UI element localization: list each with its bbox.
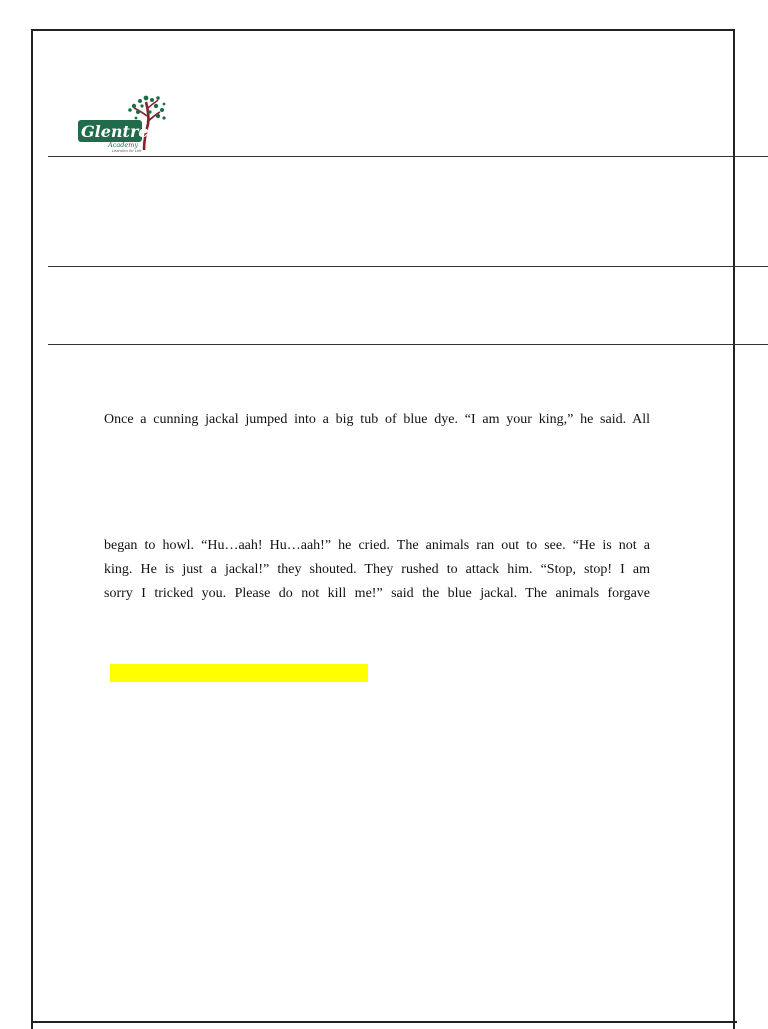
glentree-academy-logo [78, 94, 168, 152]
highlighted-blank [110, 664, 368, 682]
bottom-rule [31, 1021, 737, 1023]
story-line-3: king. He is just a jackal!” they shouted. They rushed to attack him. “Stop, stop! I am [104, 562, 650, 577]
story-line-1: Once a cunning jackal jumped into a big tub of blue dye. “I am your king,” he said. All [104, 412, 650, 427]
page-border [31, 29, 735, 1029]
glentree-logo-icon [78, 94, 168, 152]
header-rule-3 [48, 344, 768, 345]
story-line-2: began to howl. “Hu…aah! Hu…aah!” he cried. The animals ran out to see. “He is not a [104, 538, 650, 553]
logo-wordmark: Glentree [81, 122, 159, 141]
story-line-4: sorry I tricked you. Please do not kill me!” said the blue jackal. The animals forgave [104, 586, 650, 601]
logo-tagline: Learning for Life [112, 149, 142, 152]
header-rule-2 [48, 266, 768, 267]
logo-subtitle: Academy [108, 141, 139, 149]
header-rule-1 [48, 156, 768, 157]
